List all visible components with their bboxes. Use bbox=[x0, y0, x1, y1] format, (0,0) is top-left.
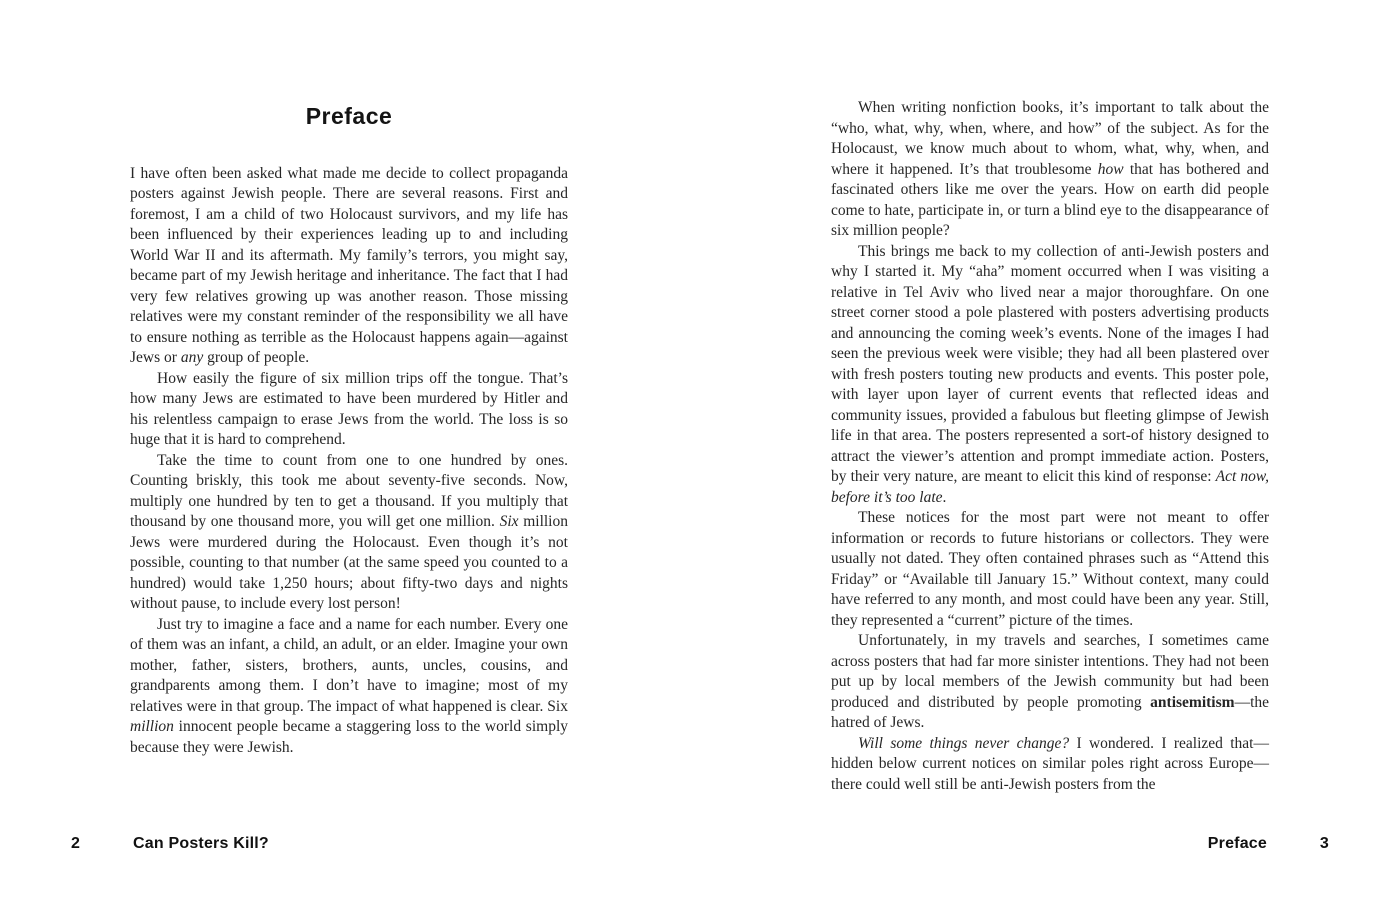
text-run: million Jews were murdered during the Holocaust. Even though it’s not possible, counting to that number (at the same speed you counted to a hundred) would take 1,250 hours; about fifty-two days and nights without pause, to include every lost person! bbox=[130, 513, 568, 612]
left-page bbox=[130, 103, 568, 758]
text-run-italic: how bbox=[1097, 160, 1124, 178]
text-run: innocent people became a staggering loss to the world simply because they were Jewish. bbox=[130, 718, 568, 756]
paragraph-right-3 bbox=[831, 508, 1269, 631]
text-run: that has bothered and fascinated others like me over the years. How on earth did people come to hate, participate in, or turn a blind eye to the disappearance of six million people? bbox=[831, 160, 1269, 239]
text-run: . bbox=[942, 488, 947, 506]
page-number-left: 2 bbox=[71, 835, 81, 852]
text-run: I have often been asked what made me decide to collect propaganda posters against Jewish people. There are several reasons. First and foremost, I am a child of two Holocaust survivors, and my life has been influenced by their experiences leading up to and including World War II and its aftermath. My family’s terrors, you might say, became part of my Jewish heritage and inheritance. The fact that I had very few relatives growing up was another reason. Those missing relatives were my constant reminder of the responsibility we all have to ensure nothing as terrible as the Holocaust happens again—against Jews or bbox=[130, 164, 568, 366]
running-title-right: Preface bbox=[1207, 835, 1267, 852]
text-run: group of people. bbox=[203, 349, 310, 366]
paragraph-left-3 bbox=[130, 451, 568, 615]
text-run-italic: Six bbox=[499, 513, 519, 530]
page-number-right: 3 bbox=[1319, 835, 1329, 852]
text-run-italic: million bbox=[130, 718, 174, 735]
text-run: Take the time to count from one to one hundred by ones. Counting briskly, this took me about seventy-five seconds. Now, multiply one hundred by ten to get a thousand. If you multiply that thousand by one thousand more, you will get one million. bbox=[130, 451, 568, 530]
paragraph-right-1 bbox=[831, 98, 1269, 242]
text-run-italic: Act now, before it’s too late bbox=[831, 468, 1269, 506]
paragraph-left-4 bbox=[130, 615, 568, 759]
text-run: Just try to imagine a face and a name for each number. Every one of them was an infant, a child, an adult, or an elder. Imagine your own mother, father, sisters, brothers, aunts, uncles, cousins, and grandparents among them. I don’t have to imagine; most of my relatives were in that group. The impact of what happened is clear. Six bbox=[130, 615, 568, 715]
text-run: Unfortunately, in my travels and searches, I sometimes came across posters that had far more sinister intentions. They had not been put up by local members of the Jewish community but had been produced and distributed by people promoting bbox=[831, 632, 1269, 711]
right-page bbox=[831, 98, 1269, 795]
running-title-left: Can Posters Kill? bbox=[133, 835, 269, 852]
chapter-title: Preface bbox=[305, 103, 393, 129]
text-run: This brings me back to my collection of anti-Jewish posters and why I started it. My “aha” moment occurred when I was visiting a relative in Tel Aviv who lived near a major thoroughfare. On one street corner stood a pole plastered with posters advertising products and announcing the coming week’s events. None of the images I had seen the previous week were visible; they had all been plastered over with fresh posters touting new products and events. This poster pole, with layer upon layer of current events that reflected ideas and community issues, provided a fabulous but fleeting glimpse of Jewish life in that area. The posters represented a sort-of history designed to attract the viewer’s attention and prompt immediate action. Posters, by their very nature, are meant to elicit this kind of response: bbox=[831, 242, 1269, 485]
paragraph-right-2 bbox=[831, 242, 1269, 509]
paragraph-left-2 bbox=[130, 369, 568, 451]
text-run-bold: antisemitism bbox=[1150, 693, 1235, 711]
paragraph-right-5 bbox=[831, 734, 1269, 796]
paragraph-left-1 bbox=[130, 164, 568, 369]
text-run: I wondered. I realized that—hidden below current notices on similar poles right across Europe—there could well still be anti-Jewish posters from the bbox=[831, 734, 1269, 793]
text-run: —the hatred of Jews. bbox=[831, 693, 1269, 731]
paragraph-right-4 bbox=[831, 631, 1269, 734]
text-run: When writing nonfiction books, it’s important to talk about the “who, what, why, when, where, and how” of the subject. As for the Holocaust, we know much about to whom, what, why, when, and where it happened. It’s that troublesome bbox=[831, 99, 1269, 178]
text-run: These notices for the most part were not meant to offer information or records to future historians or collectors. They were usually not dated. They often contained phrases such as “Attend this Friday” or “Available till January 15.” Without context, many could have referred to any month, and most could have been any year. Still, they represented a “current” picture of the times. bbox=[831, 509, 1269, 629]
text-run-italic: Will some things never change? bbox=[858, 734, 1070, 752]
text-run-italic: any bbox=[180, 349, 204, 366]
text-run: How easily the figure of six million trips off the tongue. That’s how many Jews are estimated to have been murdered by Hitler and his relentless campaign to erase Jews from the world. The loss is so huge that it is hard to comprehend. bbox=[130, 369, 568, 448]
